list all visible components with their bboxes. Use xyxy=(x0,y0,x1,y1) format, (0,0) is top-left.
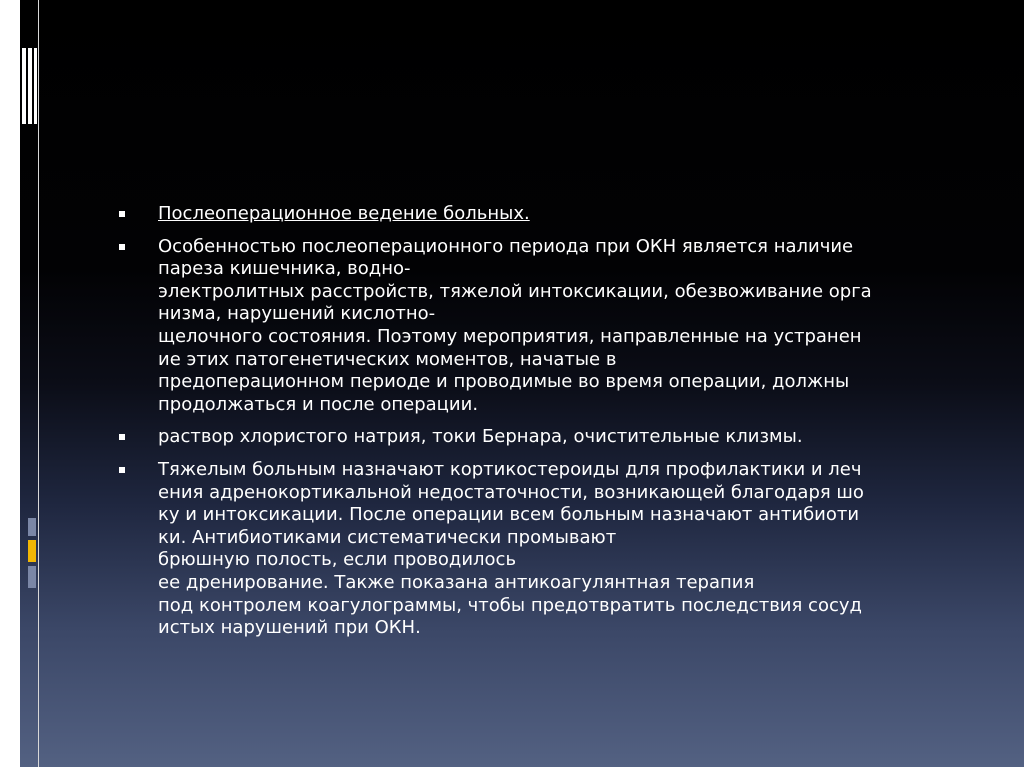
bullet-text-line: ки. Антибиотиками систематически промывают xyxy=(158,526,617,548)
square-bullet-icon xyxy=(119,211,125,217)
slide-heading-line: Послеоперационное ведение больных. xyxy=(158,203,530,224)
bullet-item xyxy=(118,203,968,226)
deco-bar xyxy=(34,48,37,124)
bullet-text-line: Тяжелым больным назначают кортикостероиды для профилактики и леч xyxy=(158,458,862,480)
left-vertical-rule xyxy=(38,0,39,767)
bullet-text-line: брюшную полость, если проводилось xyxy=(158,549,517,571)
bullet-text-line: ку и интоксикации. После операции всем больным назначают антибиоти xyxy=(158,504,860,526)
left-margin-strip xyxy=(0,0,20,767)
deco-bar xyxy=(22,48,26,124)
deco-bar-slate xyxy=(28,518,36,536)
bullet-text-line: ения адренокортикальной недостаточности, возникающей благодаря шо xyxy=(158,481,864,503)
bullet-text-line: электролитных расстройств, тяжелой интоксикации, обезвоживание орга xyxy=(158,280,872,302)
bullet-text-line: истых нарушений при ОКН. xyxy=(158,617,421,639)
bullet-text-line: Особенностью послеоперационного периода при ОКН является наличие xyxy=(158,235,854,257)
bullet-text-line: продолжаться и после операции. xyxy=(158,393,479,415)
bullet-text-line: пареза кишечника, водно- xyxy=(158,258,411,280)
bullet-text-line: раствор хлористого натрия, токи Бернара, очистительные клизмы. xyxy=(158,426,803,448)
square-bullet-icon xyxy=(119,434,125,440)
bullet-list xyxy=(118,203,968,640)
bullet-item xyxy=(118,459,968,640)
bullet-text-line: под контролем коагулограммы, чтобы предотвратить последствия сосуд xyxy=(158,594,862,616)
bullet-item xyxy=(118,426,968,449)
bullet-text-line: низма, нарушений кислотно- xyxy=(158,303,436,325)
deco-bar-slate xyxy=(28,566,36,588)
bullet-text-line: ие этих патогенетических моментов, начатые в xyxy=(158,348,617,370)
square-bullet-icon xyxy=(119,244,125,250)
deco-bar xyxy=(28,48,32,124)
deco-bar-amber xyxy=(28,540,36,562)
slide-body xyxy=(118,203,968,650)
bullet-item xyxy=(118,236,968,417)
bullet-text-line: ее дренирование. Также показана антикоагулянтная терапия xyxy=(158,571,755,593)
bullet-text-line: щелочного состояния. Поэтому мероприятия, направленные на устранен xyxy=(158,325,862,347)
bullet-text-line: предоперационном периоде и проводимые во время операции, должны xyxy=(158,371,850,393)
square-bullet-icon xyxy=(119,467,125,473)
